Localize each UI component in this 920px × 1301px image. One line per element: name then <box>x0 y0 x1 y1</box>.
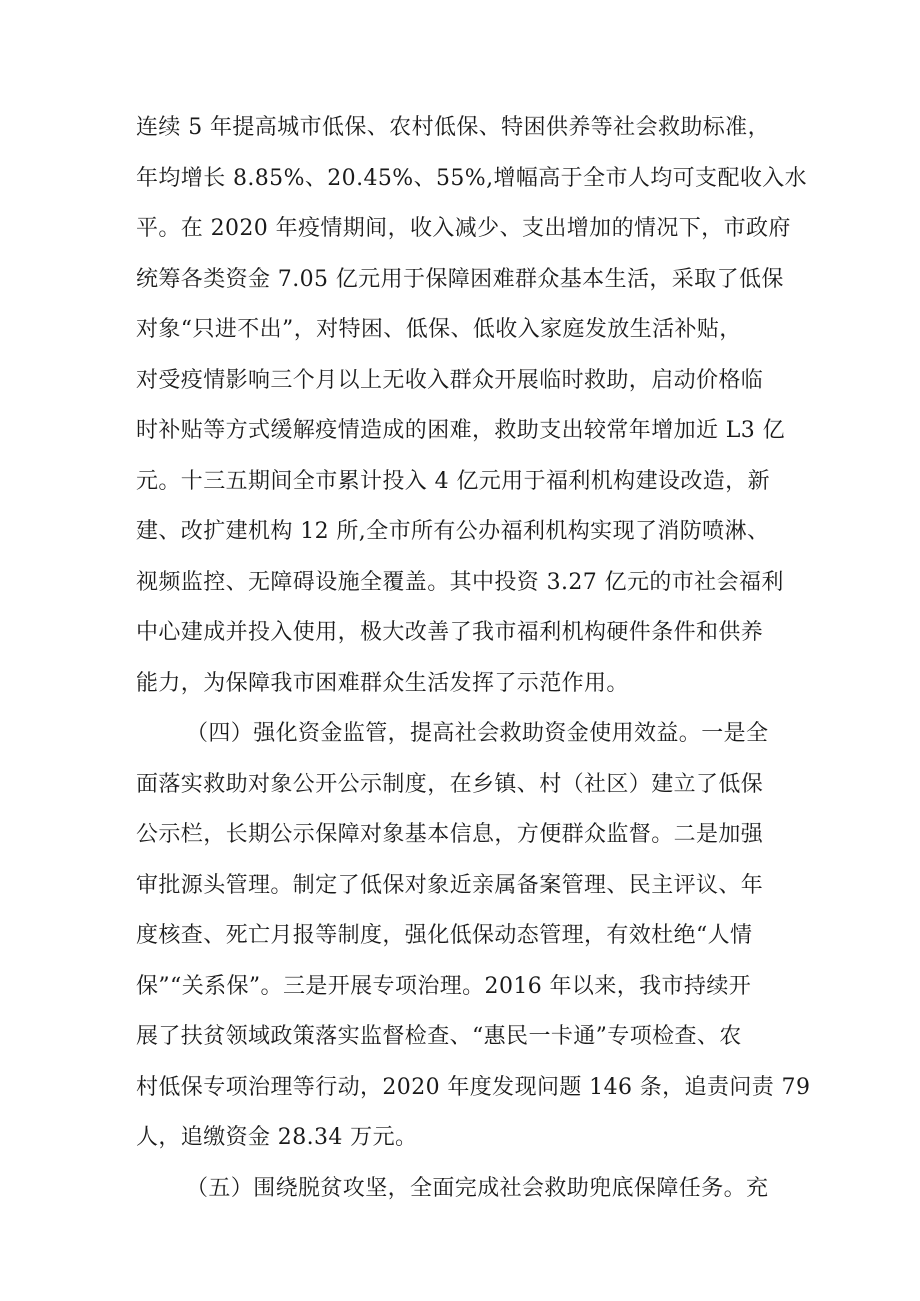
text-line: 连续 5 年提高城市低保、农村低保、特困供养等社会救助标准， <box>136 115 770 140</box>
text-line: 村低保专项治理等行动，2020 年度发现问题 146 条，追责问责 79 <box>136 1074 811 1100</box>
text-line: 年均增长 8.85%、20.45%、55%,增幅高于全市人均可支配收入水 <box>136 165 808 191</box>
text-line: 中心建成并投入使用，极大改善了我市福利机构硬件条件和供养 <box>136 620 764 645</box>
text-line: 度核查、死亡月报等制度，强化低保动态管理，有效杜绝“人情 <box>136 923 753 948</box>
text-line: 审批源头管理。制定了低保对象近亲属备案管理、民主评议、年 <box>136 872 764 898</box>
text-line: 能力，为保障我市困难群众生活发挥了示范作用。 <box>136 670 629 696</box>
body-text <box>136 103 811 1214</box>
text-line: 元。十三五期间全市累计投入 4 亿元用于福利机构建设改造，新 <box>136 468 770 494</box>
text-line: 统筹各类资金 7.05 亿元用于保障困难群众基本生活，采取了低保 <box>136 266 784 292</box>
text-line: 展了扶贫领域政策落实监督检查、“惠民一卡通”专项检查、农 <box>136 1024 742 1049</box>
section-heading-line: （五）围绕脱贫攻坚，全面完成社会救助兜底保障任务。充 <box>186 1175 769 1201</box>
text-line: 面落实救助对象公开公示制度，在乡镇、村（社区）建立了低保 <box>136 771 764 797</box>
text-line: 视频监控、无障碍设施全覆盖。其中投资 3.27 亿元的市社会福利 <box>136 569 784 595</box>
text-line: 对受疫情影响三个月以上无收入群众开展临时救助，启动价格临 <box>136 367 764 393</box>
text-line: 保”“关系保”。三是开展专项治理。2016 年以来，我市持续开 <box>136 973 752 999</box>
text-line: 时补贴等方式缓解疫情造成的困难，救助支出较常年增加近 L3 亿 <box>136 418 785 443</box>
text-line: 对象“只进不出”，对特困、低保、低收入家庭发放生活补贴， <box>136 317 742 342</box>
text-line: 平。在 2020 年疫情期间，收入减少、支出增加的情况下，市政府 <box>136 216 791 241</box>
section-heading-line: （四）强化资金监管，提高社会救助资金使用效益。一是全 <box>186 721 769 746</box>
text-line: 公示栏，长期公示保障对象基本信息，方便群众监督。二是加强 <box>136 822 764 847</box>
text-line: 人，追缴资金 28.34 万元。 <box>136 1125 418 1150</box>
text-line: 建、改扩建机构 12 所,全市所有公办福利机构实现了消防喷淋、 <box>136 519 770 544</box>
